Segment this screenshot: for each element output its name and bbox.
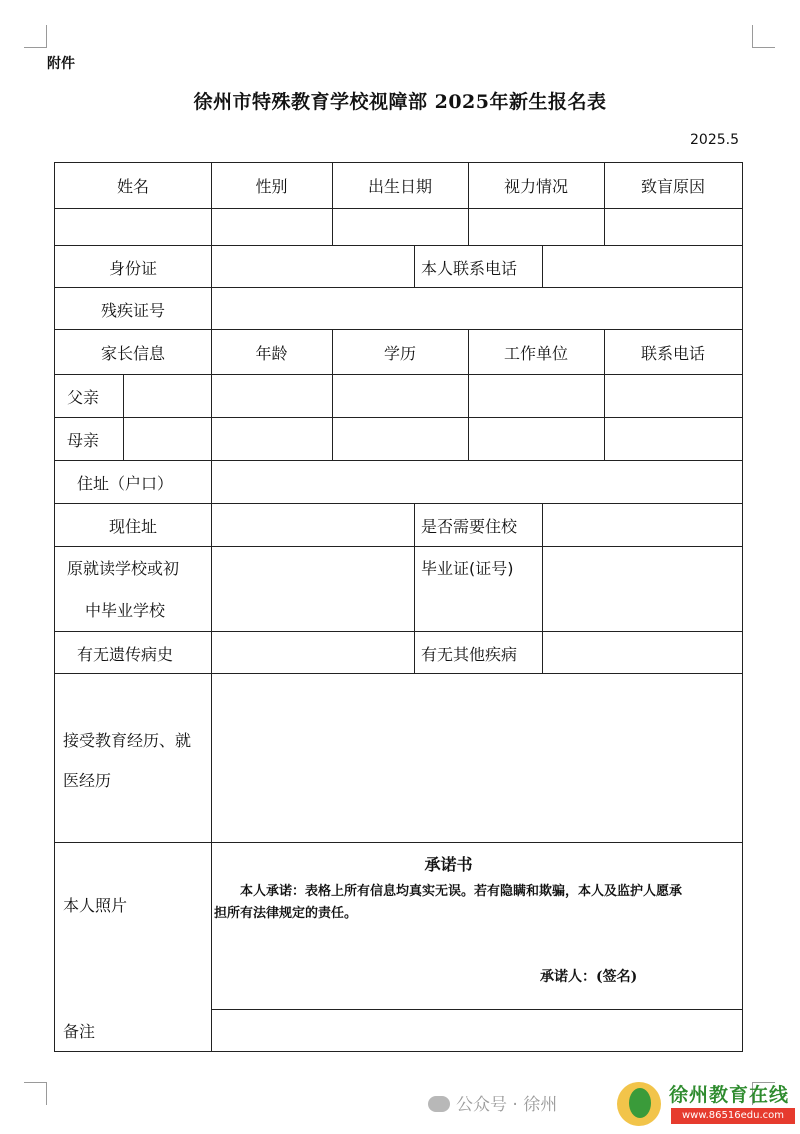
label-edu-history-1: 接受教育经历、就 bbox=[63, 731, 192, 750]
label-other-disease: 有无其他疾病 bbox=[421, 645, 518, 664]
label-age: 年龄 bbox=[255, 344, 288, 363]
pledge-signature: 承诺人：(签名) bbox=[540, 969, 638, 985]
label-prev-school-2: 中毕业学校 bbox=[85, 601, 166, 620]
logo-url: www.86516edu.com bbox=[671, 1108, 795, 1124]
label-graduation-cert: 毕业证(证号) bbox=[421, 559, 514, 578]
label-parent-phone: 联系电话 bbox=[640, 344, 705, 363]
pledge-body: 本人承诺：表格上所有信息均真实无误。若有隐瞒和欺骗，本人及监护人愿承担所有法律规定的责任。 bbox=[214, 884, 683, 921]
wechat-icon bbox=[428, 1096, 450, 1112]
label-household-address: 住址（户口） bbox=[77, 474, 174, 493]
label-mother: 母亲 bbox=[67, 431, 100, 450]
label-blindness-cause: 致盲原因 bbox=[640, 177, 705, 196]
wechat-watermark bbox=[428, 1090, 557, 1115]
label-education: 学历 bbox=[383, 344, 416, 363]
watermark-text: 公众号 · 徐州 bbox=[456, 1095, 558, 1115]
label-edu-history-2: 医经历 bbox=[63, 771, 112, 790]
label-parent-info: 家长信息 bbox=[100, 344, 165, 363]
logo-text: 徐州教育在线 bbox=[669, 1084, 790, 1106]
label-gender: 性别 bbox=[255, 177, 288, 196]
label-photo: 本人照片 bbox=[63, 896, 128, 915]
label-current-address: 现住址 bbox=[108, 517, 157, 536]
label-genetic-history: 有无遗传病史 bbox=[77, 645, 174, 664]
corner-mark bbox=[24, 25, 47, 48]
label-remarks: 备注 bbox=[63, 1022, 96, 1041]
label-name: 姓名 bbox=[116, 177, 149, 196]
label-workplace: 工作单位 bbox=[503, 344, 568, 363]
label-birthdate: 出生日期 bbox=[367, 177, 432, 196]
label-need-boarding: 是否需要住校 bbox=[421, 517, 518, 536]
corner-mark bbox=[24, 1082, 47, 1105]
label-vision: 视力情况 bbox=[503, 177, 568, 196]
label-prev-school-1: 原就读学校或初 bbox=[67, 559, 180, 578]
label-self-phone: 本人联系电话 bbox=[421, 259, 518, 278]
label-father: 父亲 bbox=[67, 388, 100, 407]
site-logo bbox=[615, 1078, 800, 1132]
attachment-label: 附件 bbox=[47, 56, 75, 72]
form-date: 2025.5 bbox=[690, 132, 739, 148]
pledge-title: 承诺书 bbox=[424, 855, 473, 874]
label-id-card: 身份证 bbox=[108, 259, 157, 278]
page-title: 徐州市特殊教育学校视障部 2025年新生报名表 bbox=[193, 91, 607, 113]
label-disability-cert: 残疾证号 bbox=[100, 301, 165, 320]
corner-mark bbox=[752, 25, 775, 48]
